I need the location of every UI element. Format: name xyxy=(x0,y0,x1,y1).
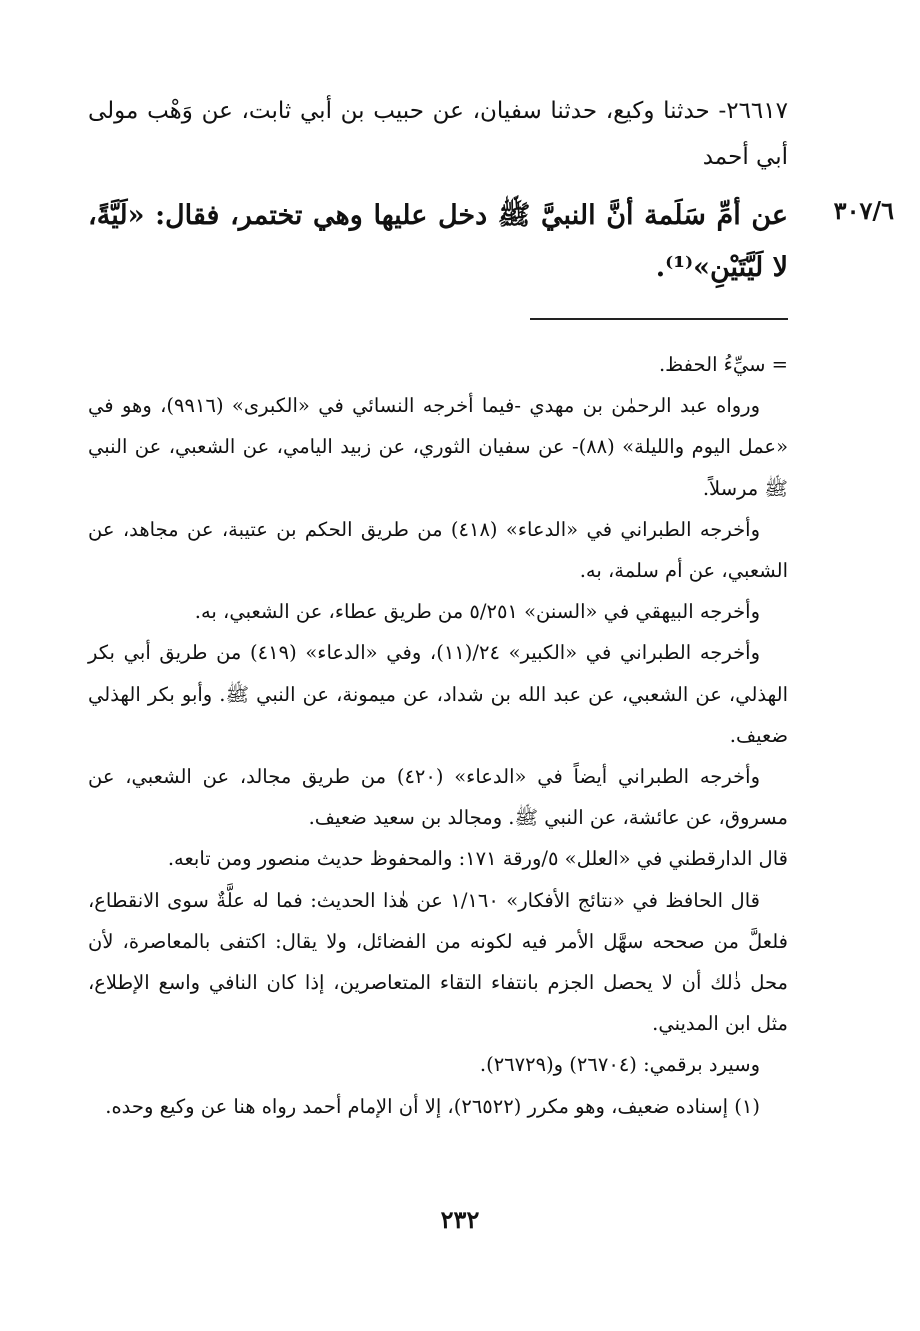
footnote-divider xyxy=(530,318,788,320)
footnote-paragraph: قال الحافظ في «نتائج الأفكار» ١/١٦٠ عن هٰذا الحديث: فما له علَّةٌ سوى الانقطاع، فلعلَّ من صححه سهَّل الأمر فيه لكونه من الفضائل، ولا يقال: اكتفى بالمعاصرة، لأن محل ذٰلك أن لا يحصل الجزم بانتفاء التقاء المتعاصرين، إذا كان النافي واسع الإطلاع، مثل ابن المديني. xyxy=(88,888,788,1036)
footnote-paragraph: (١) إسناده ضعيف، وهو مكرر (٢٦٥٢٢)، إلا أن الإمام أحمد رواه هنا عن وكيع وحده. xyxy=(105,1094,760,1118)
margin-reference: ٣٠٧/٦ xyxy=(833,196,894,225)
footnote-paragraph: قال الدارقطني في «العلل» ٥/ورقة ١٧١: والمحفوظ حديث منصور ومن تابعه. xyxy=(167,847,788,871)
footnote-paragraph: وأخرجه الطبراني في «الدعاء» (٤١٨) من طريق الحكم بن عتيبة، عن مجاهد، عن الشعبي، عن أم سلمة، به. xyxy=(88,517,788,583)
footnote-paragraph: وسيرد برقمي: (٢٦٧٠٤) و(٢٦٧٢٩). xyxy=(479,1053,760,1077)
footnote-paragraph: = سيِّءُ الحفظ. xyxy=(658,353,788,376)
footnote-paragraph: وأخرجه الطبراني أيضاً في «الدعاء» (٤٢٠) من طريق مجالد، عن الشعبي، عن مسروق، عن عائشة، عن النبي ﷺ. ومجالد بن سعيد ضعيف. xyxy=(88,765,788,830)
hadith-chain: ٢٦٦١٧- حدثنا وكيع، حدثنا سفيان، عن حبيب بن أبي ثابت، عن وَهْب مولى أبي أحمد xyxy=(88,98,788,170)
page-number: ٢٣٢ xyxy=(440,1205,480,1234)
hadith-text: عن أمِّ سَلَمة أنَّ النبيَّ ﷺ دخل عليها وهي تختمر، فقال: «لَيَّةً، لا لَيَّتَيْنِ»⁽¹⁾. xyxy=(88,200,788,283)
footnote-paragraph: ورواه عبد الرحمٰن بن مهدي -فيما أخرجه النسائي في «الكبرى» (٩٩١٦)، وهو في «عمل اليوم والليلة» (٨٨)- عن سفيان الثوري، عن زبيد اليامي، عن الشعبي، عن النبي ﷺ مرسلاً. xyxy=(88,394,788,500)
footnotes xyxy=(88,344,788,1127)
footnote-paragraph: وأخرجه الطبراني في «الكبير» ٢٤/(١١)، وفي «الدعاء» (٤١٩) من طريق أبي بكر الهذلي، عن الشعبي، عن عبد الله بن شداد، عن ميمونة، عن النبي ﷺ. وأبو بكر الهذلي ضعيف. xyxy=(88,641,788,747)
footnote-paragraph: وأخرجه البيهقي في «السنن» ٥/٢٥١ من طريق عطاء، عن الشعبي، به. xyxy=(194,600,760,624)
